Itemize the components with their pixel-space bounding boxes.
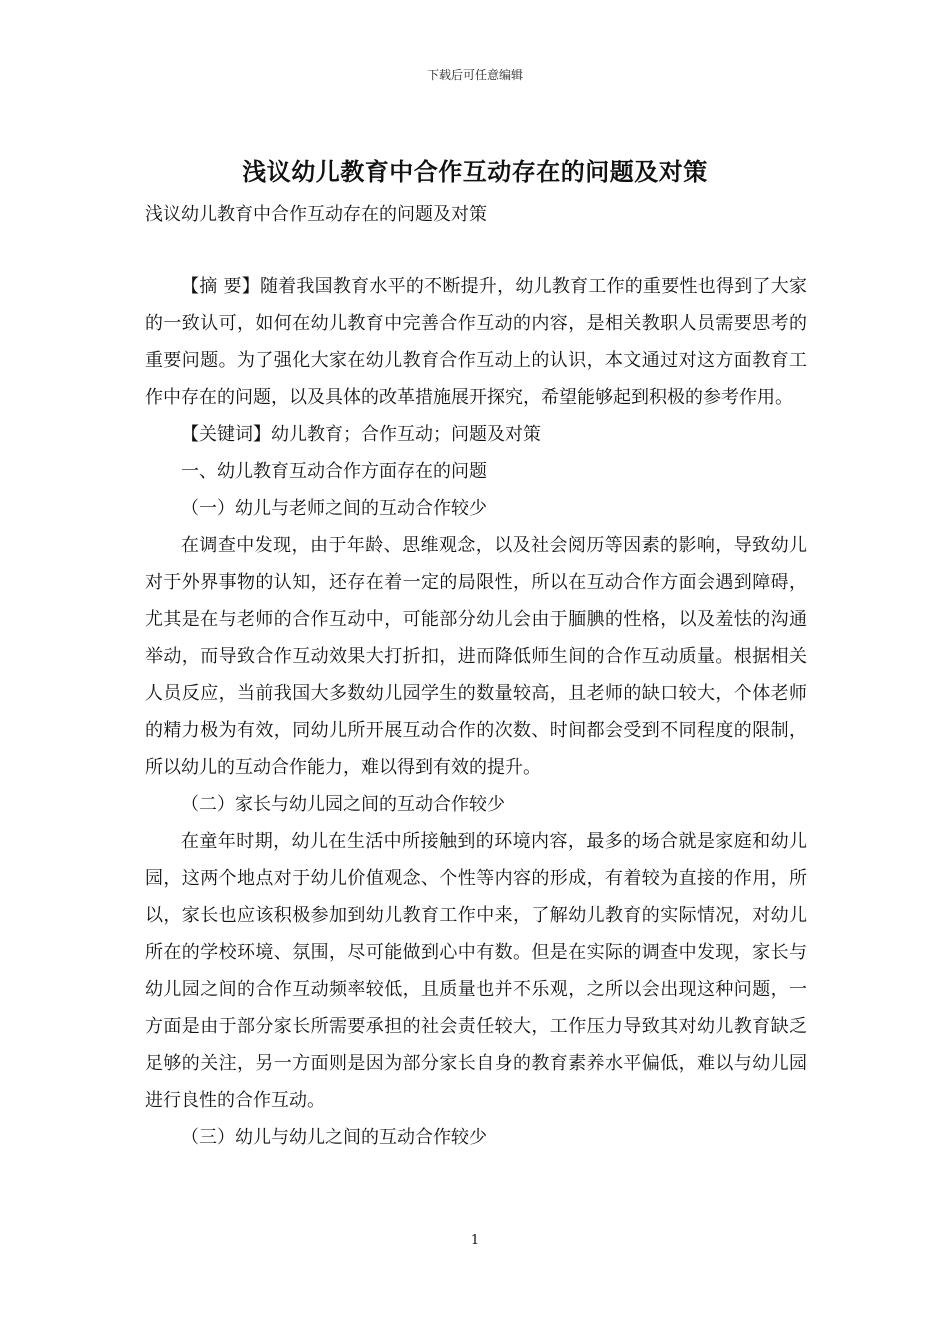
section-heading: 一、幼儿教育互动合作方面存在的问题 [181, 461, 487, 482]
document-subtitle: 浅议幼儿教育中合作互动存在的问题及对策 [145, 204, 487, 225]
document-body [145, 268, 807, 1156]
subsection-heading: （三）幼儿与幼儿之间的互动合作较少 [181, 1127, 487, 1148]
page-header: 下载后可任意编辑 [426, 68, 523, 82]
page-number: 1 [470, 1233, 480, 1248]
subsection-heading: （二）家长与幼儿园之间的互动合作较少 [181, 794, 505, 815]
body-paragraph: 在童年时期，幼儿在生活中所接触到的环境内容，最多的场合就是家庭和幼儿园，这两个地点对于幼儿价值观念、个性等内容的形成，有着较为直接的作用，所以，家长也应该积极参加到幼儿教育工作中来，了解幼儿教育的实际情况，对幼儿所在的学校环境、氛围，尽可能做到心中有数。但是在实际的调查中发现，家长与幼儿园之间的合作互动频率较低，且质量也并不乐观，之所以会出现这种问题，一方面是由于部分家长所需要承担的社会责任较大，工作压力导致其对幼儿教育缺乏足够的关注，另一方面则是因为部分家长自身的教育素养水平偏低，难以与幼儿园进行良性的合作互动。 [145, 831, 807, 1111]
body-paragraph: 在调查中发现，由于年龄、思维观念，以及社会阅历等因素的影响，导致幼儿对于外界事物的认知，还存在着一定的局限性，所以在互动合作方面会遇到障碍，尤其是在与老师的合作互动中，可能部分幼儿会由于腼腆的性格，以及羞怯的沟通举动，而导致合作互动效果大打折扣，进而降低师生间的合作互动质量。根据相关人员反应，当前我国大多数幼儿园学生的数量较高，且老师的缺口较大，个体老师的精力极为有效，同幼儿所开展互动合作的次数、时间都会受到不同程度的限制，所以幼儿的互动合作能力，难以得到有效的提升。 [145, 535, 807, 778]
keywords-paragraph: 【关键词】幼儿教育；合作互动；问题及对策 [181, 424, 541, 445]
subsection-heading: （一）幼儿与老师之间的互动合作较少 [181, 498, 487, 519]
document-title: 浅议幼儿教育中合作互动存在的问题及对策 [242, 157, 708, 186]
abstract-paragraph: 【摘 要】随着我国教育水平的不断提升，幼儿教育工作的重要性也得到了大家的一致认可，如何在幼儿教育中完善合作互动的内容，是相关教职人员需要思考的重要问题。为了强化大家在幼儿教育合作互动上的认识，本文通过对这方面教育工作中存在的问题，以及具体的改革措施展开探究，希望能够起到积极的参考作用。 [145, 276, 807, 408]
